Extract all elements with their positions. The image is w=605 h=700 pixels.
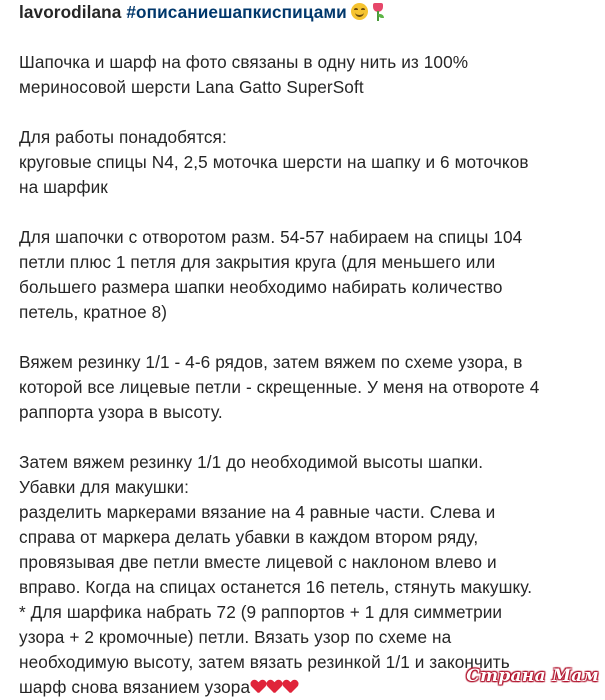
caption-line-text: раппорта узора в высоту. xyxy=(19,402,223,422)
caption-line-text: Для шапочки с отворотом разм. 54-57 набираем на спицы 104 xyxy=(19,227,523,247)
caption-line xyxy=(19,575,599,600)
caption-line xyxy=(19,375,599,400)
caption-line-text: провязывая две петли вместе лицевой с наклоном влево и xyxy=(19,552,497,572)
caption-line-text: Для работы понадобятся: xyxy=(19,127,227,147)
username-link[interactable]: lavorodilana xyxy=(19,2,122,22)
red-heart-emoji-icon xyxy=(267,680,282,694)
red-heart-emoji-icon xyxy=(251,680,266,694)
caption-line xyxy=(19,475,599,500)
caption-line-text: шарф снова вязанием узора xyxy=(19,677,251,697)
smiling-face-emoji-icon xyxy=(351,3,368,20)
caption-line xyxy=(19,250,599,275)
blank-line xyxy=(19,200,599,225)
caption-line-text: разделить маркерами вязание на 4 равные части. Слева и xyxy=(19,502,496,522)
caption-header xyxy=(19,0,599,25)
caption-line-text: круговые спицы N4, 2,5 моточка шерсти на шапку и 6 моточков xyxy=(19,152,529,172)
caption-line xyxy=(19,150,599,175)
blank-line xyxy=(19,325,599,350)
caption-line xyxy=(19,600,599,625)
caption-line xyxy=(19,625,599,650)
caption-line xyxy=(19,300,599,325)
caption-line-text: которой все лицевые петли - скрещенные. У меня на отвороте 4 xyxy=(19,377,540,397)
caption-line-text: большего размера шапки необходимо набирать количество xyxy=(19,277,503,297)
caption-line-text: Убавки для макушки: xyxy=(19,477,189,497)
post-caption xyxy=(19,0,599,700)
caption-line-text: вправо. Когда на спицах останется 16 петель, стянуть макушку. xyxy=(19,577,533,597)
blank-line xyxy=(19,25,599,50)
caption-body xyxy=(19,50,599,700)
caption-line-text: Вяжем резинку 1/1 - 4-6 рядов, затем вяжем по схеме узора, в xyxy=(19,352,523,372)
caption-line-text: узора + 2 кромочные) петли. Вязать узор по схеме на xyxy=(19,627,452,647)
red-heart-emoji-icon xyxy=(283,680,298,694)
caption-line-text: необходимую высоту, затем вязать резинкой 1/1 и закончить xyxy=(19,652,510,672)
caption-line xyxy=(19,525,599,550)
caption-line-text: * Для шарфика набрать 72 (9 раппортов + 1 для симметрии xyxy=(19,602,503,622)
caption-line xyxy=(19,400,599,425)
blank-line xyxy=(19,100,599,125)
caption-line xyxy=(19,225,599,250)
caption-line xyxy=(19,350,599,375)
caption-line xyxy=(19,550,599,575)
caption-line-text: справа от маркера делать убавки в каждом втором ряду, xyxy=(19,527,479,547)
blank-line xyxy=(19,425,599,450)
caption-line xyxy=(19,275,599,300)
caption-line xyxy=(19,500,599,525)
caption-line xyxy=(19,175,599,200)
caption-line-text: Шапочка и шарф на фото связаны в одну нить из 100% xyxy=(19,52,469,72)
caption-line-text: петли плюс 1 петля для закрытия круга (для меньшего или xyxy=(19,252,496,272)
site-watermark: Страна Мам xyxy=(466,666,599,686)
caption-line xyxy=(19,50,599,75)
caption-line-text: мериносовой шерсти Lana Gatto SuperSoft xyxy=(19,77,364,97)
caption-line xyxy=(19,75,599,100)
caption-line-text: Затем вяжем резинку 1/1 до необходимой высоты шапки. xyxy=(19,452,484,472)
caption-line xyxy=(19,125,599,150)
hashtag-link[interactable]: #описаниешапкиспицами xyxy=(126,2,347,22)
tulip-emoji-icon xyxy=(371,3,385,21)
caption-line-text: на шарфик xyxy=(19,177,108,197)
caption-line-text: петель, кратное 8) xyxy=(19,302,168,322)
caption-line xyxy=(19,450,599,475)
